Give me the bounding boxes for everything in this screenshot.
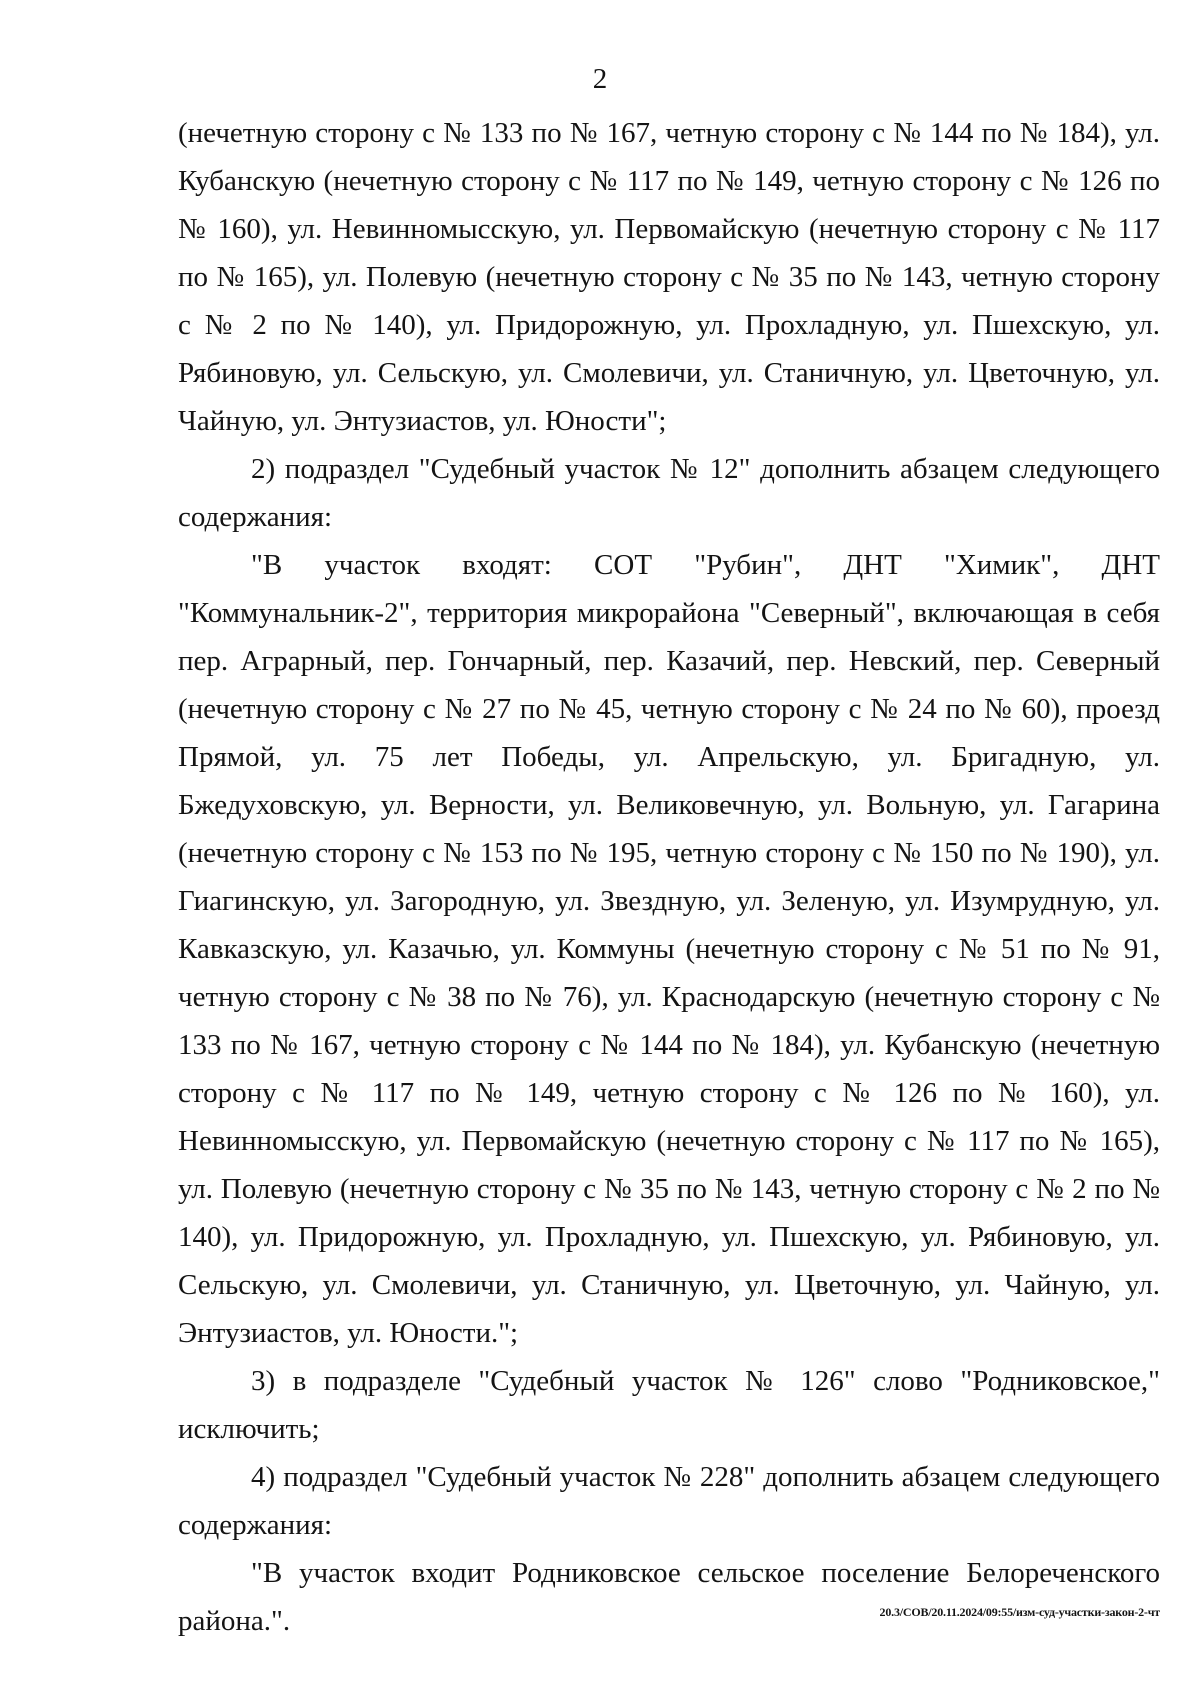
- paragraph-continuation: (нечетную сторону с № 133 по № 167, четную сторону с № 144 по № 184), ул. Кубанскую (нечетную сторону с № 117 по № 149, четную сторону с № 126 по № 160), ул. Невинномысскую, ул. Первомайскую (нечетную сторону с № 117 по № 165), ул. Полевую (нечетную сторону с № 35 по № 143, четную сторону с № 2 по № 140), ул. Придорожную, ул. Прохладную, ул. Пшехскую, ул. Рябиновую, ул. Сельскую, ул. Смолевичи, ул. Станичную, ул. Цветочную, ул. Чайную, ул. Энтузиастов, ул. Юности";: [178, 117, 1160, 437]
- footer-document-code: 20.3/СОВ/20.11.2024/09:55/изм-суд-участки-закон-2-чт: [879, 1605, 1160, 1619]
- paragraph-item-4: 4) подраздел "Судебный участок № 228" дополнить абзацем следующего содержания:: [178, 1461, 1160, 1541]
- paragraph-item-2-content: "В участок входят: СОТ "Рубин", ДНТ "Химик", ДНТ "Коммунальник-2", территория микрорайона "Северный", включающая в себя пер. Аграрный, пер. Гончарный, пер. Казачий, пер. Невский, пер. Северный (нечетную сторону с № 27 по № 45, четную сторону с № 24 по № 60), проезд Прямой, ул. 75 лет Победы, ул. Апрельскую, ул. Бригадную, ул. Бжедуховскую, ул. Верности, ул. Великовечную, ул. Вольную, ул. Гагарина (нечетную сторону с № 153 по № 195, четную сторону с № 150 по № 190), ул. Гиагинскую, ул. Загородную, ул. Звездную, ул. Зеленую, ул. Изумрудную, ул. Кавказскую, ул. Казачью, ул. Коммуны (нечетную сторону с № 51 по № 91, четную сторону с № 38 по № 76), ул. Краснодарскую (нечетную сторону с № 133 по № 167, четную сторону с № 144 по № 184), ул. Кубанскую (нечетную сторону с № 117 по № 149, четную сторону с № 126 по № 160), ул. Невинномысскую, ул. Первомайскую (нечетную сторону с № 117 по № 165), ул. Полевую (нечетную сторону с № 35 по № 143, четную сторону с № 2 по № 140), ул. Придорожную, ул. Прохладную, ул. Пшехскую, ул. Рябиновую, ул. Сельскую, ул. Смолевичи, ул. Станичную, ул. Цветочную, ул. Чайную, ул. Энтузиастов, ул. Юности.";: [178, 549, 1160, 1349]
- paragraph-item-3: 3) в подразделе "Судебный участок № 126" слово "Родниковское," исключить;: [178, 1365, 1160, 1445]
- document-body: [178, 109, 1160, 1645]
- paragraph-item-2: 2) подраздел "Судебный участок № 12" дополнить абзацем следующего содержания:: [178, 453, 1160, 533]
- page-number: 2: [592, 63, 608, 95]
- paragraph-item-4-content: "В участок входит Родниковское сельское поселение Белореченского района.".: [178, 1557, 1160, 1637]
